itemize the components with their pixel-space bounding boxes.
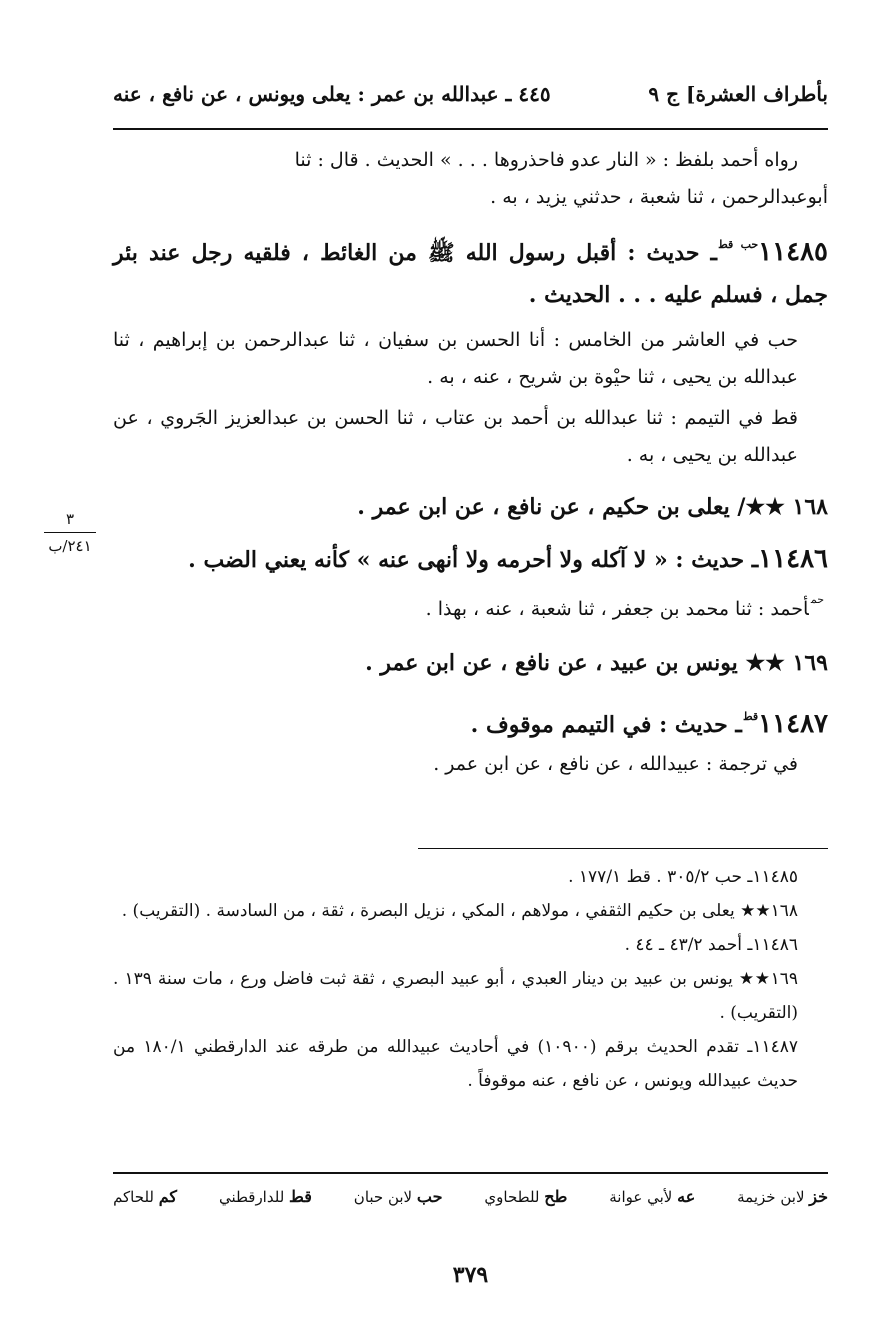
footnote-item: ١٦٩★★ يونس بن عبيد بن دينار العبدي ، أبو عبيد البصري ، ثقة ثبت فاضل ورع ، مات سنة ١٣٩ . (التقريب) . — [113, 969, 799, 1023]
running-header — [113, 78, 828, 112]
translator-169: ١٦٩ ★★ يونس بن عبيد ، عن نافع ، عن ابن عمر . — [365, 650, 828, 676]
hadith-text: ـ حديث : أقبل رسول الله ﷺ من الغائط ، فلقيه رجل عند بئر جمل ، فسلم عليه . . . الحديث . — [113, 240, 828, 308]
legend-rule — [113, 1172, 828, 1174]
hadith-1485 — [113, 224, 828, 316]
legend-item: عه لأبي عوانة — [609, 1187, 696, 1206]
legend-item: قط للدارقطني — [218, 1187, 312, 1206]
translator-168: ١٦٨ ★★/ يعلى بن حكيم ، عن نافع ، عن ابن عمر . — [357, 494, 828, 520]
source-abbr: حم — [810, 593, 824, 606]
main-text — [113, 142, 828, 783]
source-abbr: قط — [743, 710, 759, 723]
book-page — [113, 0, 828, 1333]
footnote-item: ١١٤٨٧ـ تقدم الحديث برقم (١٠٩٠٠) في أحاديث عبيدالله من طرقه عند الدارقطني ١٨٠/١ من حديث عبيدالله ويونس ، عن نافع ، عنه موقوفاً . — [113, 1037, 798, 1091]
abbreviation-legend — [113, 1187, 828, 1217]
footnote-item: ١١٤٨٦ـ أحمد ٤٣/٢ ـ ٤٤ . — [624, 935, 798, 955]
hadith-text: ـ حديث : « لا آكله ولا أحرمه ولا أنهى عنه » كأنه يعني الضب . — [188, 547, 759, 573]
intro-line-2: أبوعبدالرحمن ، ثنا شعبة ، حدثني يزيد ، به . — [490, 186, 828, 208]
hadith-1485-source-1: حب في العاشر من الخامس : أنا الحسن بن سفيان ، ثنا عبدالرحمن بن إبراهيم ، ثنا عبدالله بن يحيى ، ثنا حيْوة بن شريح ، عنه ، به . — [113, 329, 798, 388]
margin-note-top: ٣ — [65, 510, 75, 528]
legend-item: حب لابن حبان — [353, 1187, 443, 1206]
footnote-rule — [418, 848, 828, 849]
header-rule — [113, 128, 828, 130]
page-number: ٣٧٩ — [452, 1262, 489, 1288]
legend-item: خز لابن خزيمة — [737, 1187, 828, 1206]
hadith-1486-source — [113, 581, 828, 628]
hadith-number: ١١٤٨٦ — [758, 544, 828, 574]
hadith-1486 — [113, 538, 828, 581]
header-volume: بأطراف العشرة] ج ٩ — [648, 82, 828, 106]
source-text: أحمد : ثنا محمد بن جعفر ، ثنا شعبة ، عنه ، بهذا . — [425, 598, 809, 620]
margin-note-bottom: ٢٤١/ب — [48, 537, 92, 555]
legend-item: كم للحاكم — [113, 1187, 178, 1206]
footnotes — [113, 860, 828, 1098]
hadith-1487-source: في ترجمة : عبيدالله ، عن نافع ، عن ابن عمر . — [433, 753, 798, 775]
source-abbr: حب قط — [719, 238, 759, 251]
footnote-item: ١١٤٨٥ـ حب ٣٠٥/٢ . قط ١٧٧/١ . — [568, 867, 798, 887]
intro-line-1: رواه أحمد بلفظ : « النار عدو فاحذروها . . . » الحديث . قال : ثنا — [294, 149, 798, 171]
hadith-1487 — [113, 696, 828, 746]
hadith-number: ١١٤٨٥ — [758, 237, 828, 267]
hadith-text: ـ حديث : في التيمم موقوف . — [470, 712, 742, 738]
header-section: ٤٤٥ ـ عبدالله بن عمر : يعلى ويونس ، عن نافع ، عنه — [113, 82, 551, 106]
margin-note — [40, 508, 100, 557]
margin-note-divider — [44, 532, 96, 533]
hadith-number: ١١٤٨٧ — [758, 709, 828, 739]
legend-item: طح للطحاوي — [484, 1187, 568, 1206]
hadith-1485-source-2: قط في التيمم : ثنا عبدالله بن أحمد بن عتاب ، ثنا الحسن بن عبدالعزيز الجَروي ، عن عبدالله بن يحيى ، به . — [113, 407, 798, 466]
footnote-item: ١٦٨★★ يعلى بن حكيم الثقفي ، مولاهم ، المكي ، نزيل البصرة ، ثقة ، من السادسة . (التقريب) . — [121, 901, 798, 921]
